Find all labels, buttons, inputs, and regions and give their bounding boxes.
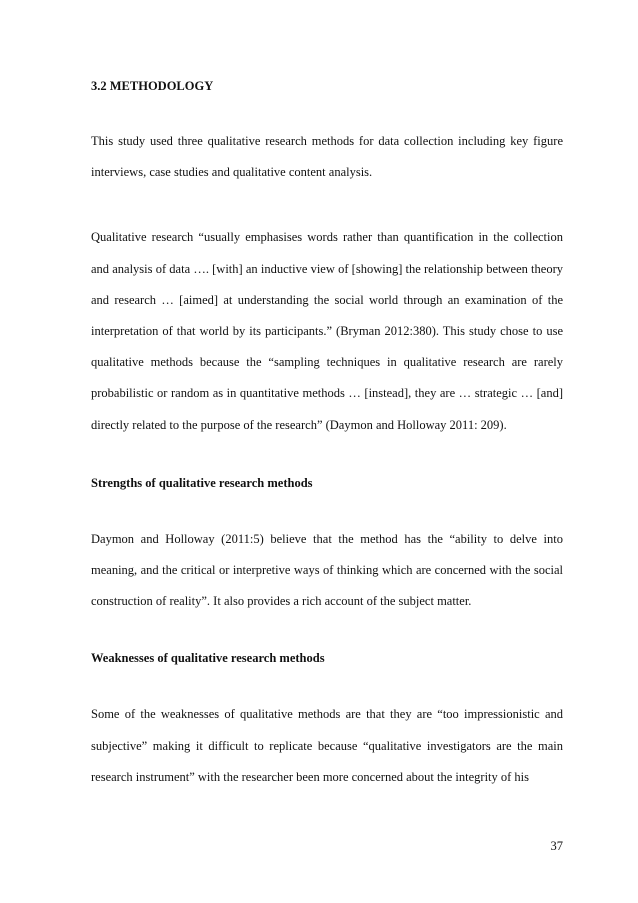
section-heading: 3.2 METHODOLOGY bbox=[91, 79, 214, 93]
page-number: 37 bbox=[550, 839, 563, 853]
strengths-paragraph: Daymon and Holloway (2011:5) believe that the method has the “ability to delve into meaning, and the critical or interpretive ways of thinking which are concerned with the social construction of reality”. It also provides a rich account of the subject matter. bbox=[91, 531, 563, 609]
definition-paragraph: Qualitative research “usually emphasises words rather than quantification in the collection and analysis of data …. [with] an inductive view of [showing] the relationship between theory and research … [aimed] at understanding the social world through an examination of the interpretation of that world by its participants.” (Bryman 2012:380). This study chose to use qualitative methods because the “sampling techniques in qualitative research are rarely probabilistic or random as in quantitative methods … [instead], they are … strategic … [and] directly related to the purpose of the research” (Daymon and Holloway 2011: 209). bbox=[91, 230, 563, 432]
strengths-subheading: Strengths of qualitative research methods bbox=[91, 475, 313, 490]
weaknesses-paragraph: Some of the weaknesses of qualitative methods are that they are “too impressionistic and subjective” making it difficult to replicate because “qualitative investigators are the main research instrument” with the researcher been more concerned about the integrity of his bbox=[91, 707, 563, 784]
intro-paragraph: This study used three qualitative research methods for data collection including key figure interviews, case studies and qualitative content analysis. bbox=[91, 134, 563, 180]
page-content bbox=[91, 78, 563, 793]
weaknesses-subheading: Weaknesses of qualitative research methods bbox=[91, 651, 325, 666]
